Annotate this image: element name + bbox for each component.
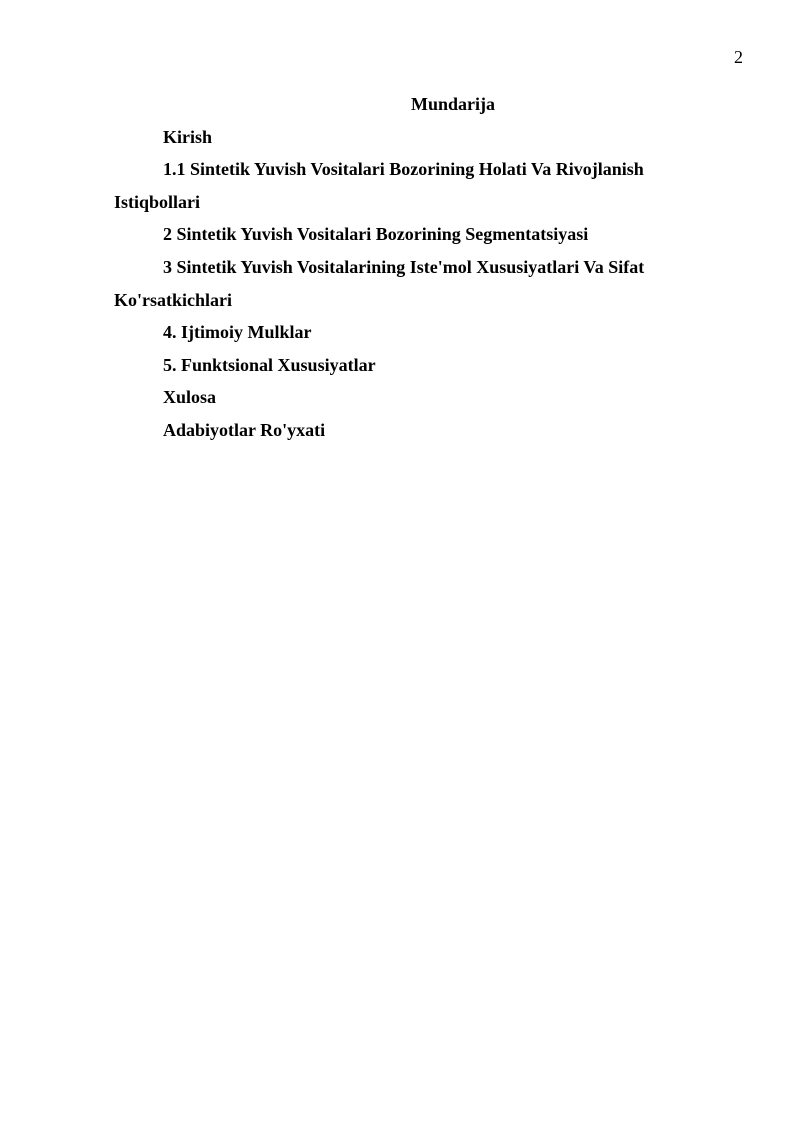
toc-entry-section-1-1: 1.1 Sintetik Yuvish Vositalari Bozorining Holati Va Rivojlanish Istiqbollari (114, 159, 644, 212)
toc-entry-section-3: 3 Sintetik Yuvish Vositalarining Iste'mol Xususiyatlari Va Sifat Ko'rsatkichlari (114, 256, 645, 310)
toc-entry-section-5: 5. Funktsional Xususiyatlar (163, 354, 376, 375)
toc-entry-section-2: 2 Sintetik Yuvish Vositalari Bozorining Segmentatsiyasi (163, 224, 589, 245)
table-of-contents (114, 88, 686, 447)
toc-title: Mundarija (410, 94, 495, 114)
toc-entry-section-4: 4. Ijtimoiy Mulklar (163, 322, 312, 343)
toc-entry-xulosa: Xulosa (163, 387, 217, 408)
page-number: 2 (734, 47, 743, 67)
toc-list (114, 121, 686, 447)
toc-entry-kirish: Kirish (163, 126, 213, 147)
toc-entry-references: Adabiyotlar Ro'yxati (163, 419, 326, 440)
